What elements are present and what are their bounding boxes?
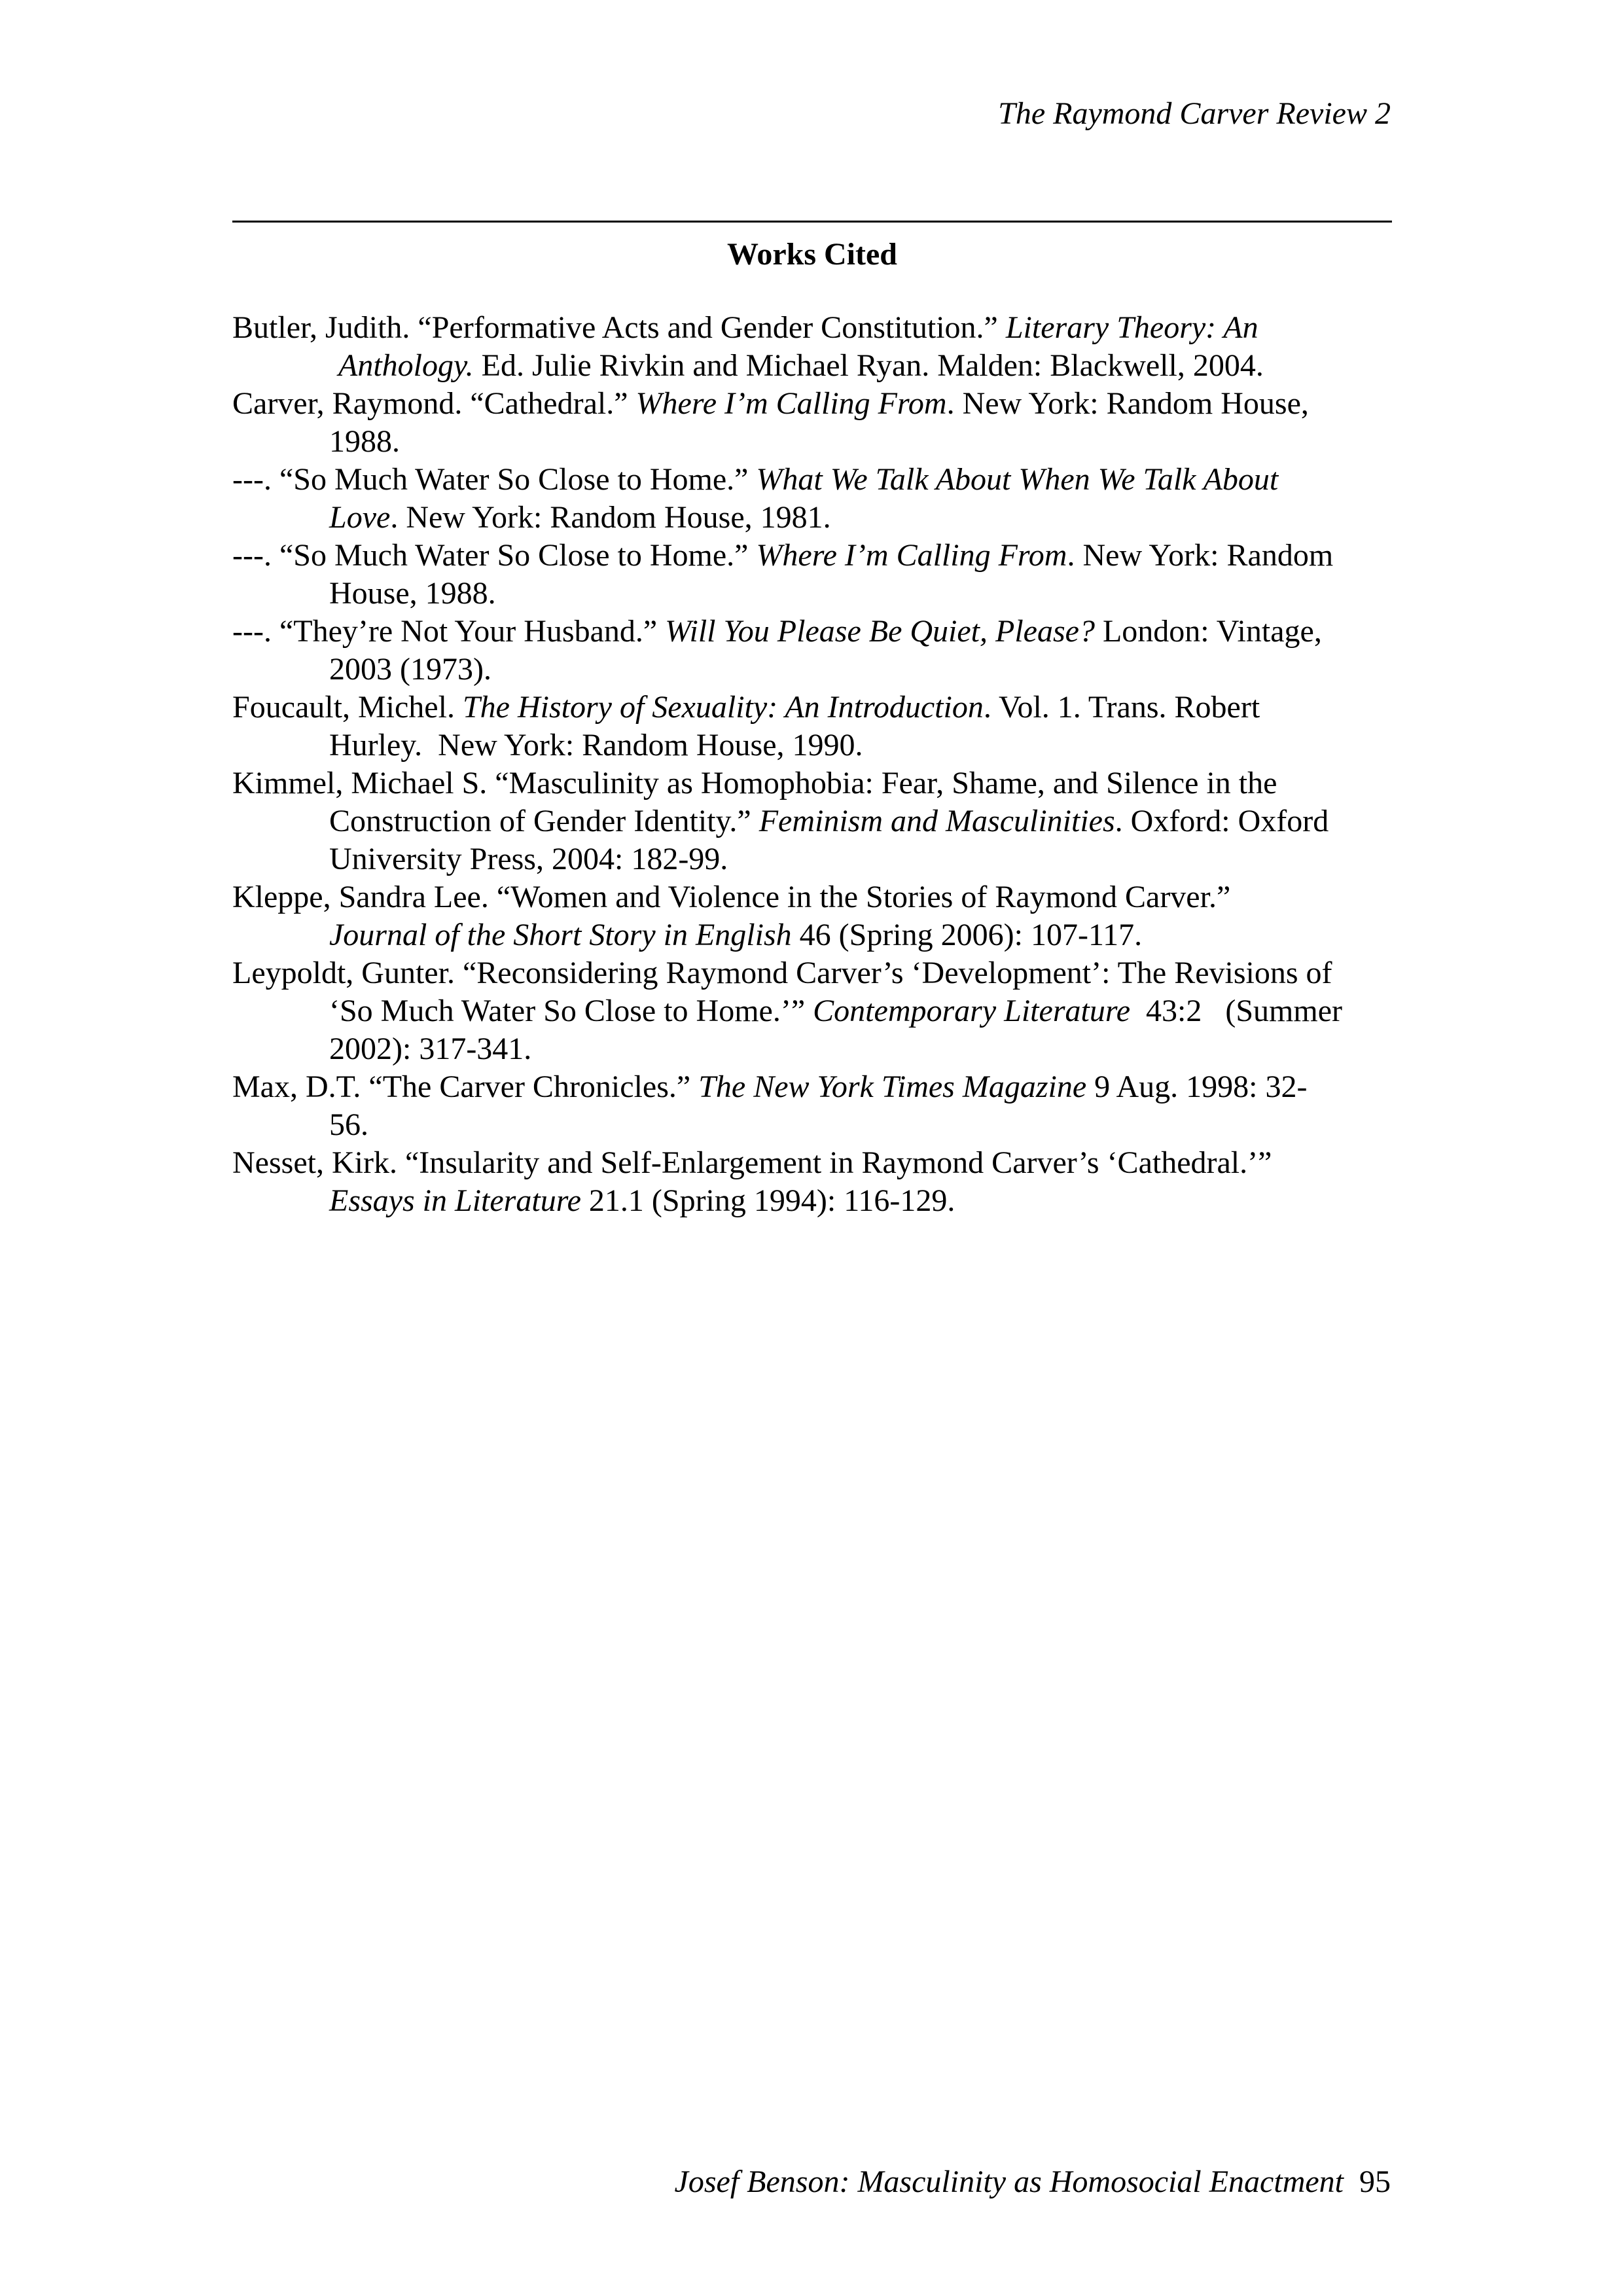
citation-text: . Oxford: Oxford xyxy=(1115,804,1329,838)
citation-title: The New York Times Magazine xyxy=(698,1069,1087,1104)
citation-line xyxy=(232,764,1397,802)
citation-text: . New York: Random xyxy=(1067,538,1334,573)
citation-line xyxy=(232,385,1397,423)
citation-line xyxy=(232,1182,1397,1220)
citation-title: Will You Please Be Quiet, Please? xyxy=(665,614,1095,649)
citation-butler xyxy=(232,309,1397,385)
citation-line xyxy=(232,992,1397,1030)
citation-text: Carver, Raymond. “Cathedral.” xyxy=(232,386,636,421)
citation-text: . New York: Random House, xyxy=(946,386,1309,421)
citation-text: 21.1 (Spring 1994): 116-129. xyxy=(580,1183,955,1218)
citation-line xyxy=(232,689,1397,726)
citation-line xyxy=(232,840,1397,878)
citation-line xyxy=(232,1068,1397,1106)
citation-line xyxy=(232,461,1397,499)
citation-text: Kimmel, Michael S. “Masculinity as Homophobia: Fear, Shame, and Silence in the xyxy=(232,766,1277,800)
footer-article-title: Josef Benson: Masculinity as Homosocial Enactment xyxy=(674,2164,1344,2199)
citation-text: 2003 (1973). xyxy=(329,652,491,687)
citation-line xyxy=(232,1106,1397,1144)
citation-line xyxy=(232,726,1397,764)
citation-text: Construction of Gender Identity.” xyxy=(329,804,759,838)
citation-title: Journal of the Short Story in English xyxy=(329,918,792,952)
citation-so-much-water-1981 xyxy=(232,461,1397,537)
citation-title: The History of Sexuality: An Introduction xyxy=(462,690,984,725)
citation-text: 2002): 317-341. xyxy=(329,1031,532,1066)
citation-line xyxy=(232,1144,1397,1182)
citation-text: 56. xyxy=(329,1107,368,1142)
citation-text: . New York: Random House, 1981. xyxy=(390,500,831,535)
citation-not-your-husband xyxy=(232,613,1397,689)
citation-text: House, 1988. xyxy=(329,576,496,611)
citation-text: Leypoldt, Gunter. “Reconsidering Raymond Carver’s ‘Development’: The Revisions of xyxy=(232,956,1332,990)
citation-nesset xyxy=(232,1144,1397,1220)
citation-text: 46 (Spring 2006): 107-117. xyxy=(791,918,1143,952)
citation-text: ‘So Much Water So Close to Home.’” xyxy=(329,994,813,1028)
citation-title: Anthology. xyxy=(338,348,474,383)
citation-title: Contemporary Literature xyxy=(813,994,1131,1028)
citation-kimmel xyxy=(232,764,1397,878)
citation-line xyxy=(232,613,1397,651)
citation-so-much-water-1988 xyxy=(232,537,1397,613)
page-footer xyxy=(675,2163,1391,2201)
citation-line xyxy=(232,878,1397,916)
citation-carver-cathedral xyxy=(232,385,1397,461)
citation-title: Love xyxy=(329,500,391,535)
citation-title: What We Talk About When We Talk About xyxy=(756,462,1279,497)
citation-line xyxy=(232,916,1397,954)
citation-title: Where I’m Calling From xyxy=(756,538,1067,573)
citation-line xyxy=(232,1030,1397,1068)
citation-text: ---. “So Much Water So Close to Home.” xyxy=(232,538,757,573)
citation-line xyxy=(232,537,1397,575)
citation-text: . Vol. 1. Trans. Robert xyxy=(983,690,1260,725)
citation-text: London: Vintage, xyxy=(1094,614,1322,649)
citation-foucault xyxy=(232,689,1397,764)
header-divider xyxy=(232,221,1392,223)
citation-title: Where I’m Calling From xyxy=(635,386,947,421)
citation-text: Butler, Judith. “Performative Acts and Gender Constitution.” xyxy=(232,310,1006,345)
citation-line xyxy=(232,575,1397,613)
citation-line xyxy=(232,651,1397,689)
citation-text: ---. “They’re Not Your Husband.” xyxy=(232,614,666,649)
citation-text: Foucault, Michel. xyxy=(232,690,463,725)
citation-text: Kleppe, Sandra Lee. “Women and Violence in the Stories of Raymond Carver.” xyxy=(232,880,1231,914)
works-cited-list xyxy=(232,309,1397,1220)
citation-line xyxy=(232,802,1397,840)
citation-leypoldt xyxy=(232,954,1397,1068)
citation-text: Ed. Julie Rivkin and Michael Ryan. Malden: Blackwell, 2004. xyxy=(473,348,1264,383)
citation-title: Feminism and Masculinities xyxy=(758,804,1115,838)
citation-text: Hurley. New York: Random House, 1990. xyxy=(329,728,863,762)
citation-line xyxy=(232,347,1397,385)
citation-text: Max, D.T. “The Carver Chronicles.” xyxy=(232,1069,699,1104)
citation-line xyxy=(232,954,1397,992)
running-header: The Raymond Carver Review 2 xyxy=(998,96,1391,131)
page-number: 95 xyxy=(1359,2164,1391,2199)
citation-line xyxy=(232,499,1397,537)
citation-kleppe xyxy=(232,878,1397,954)
section-title: Works Cited xyxy=(726,237,897,272)
citation-text: Nesset, Kirk. “Insularity and Self-Enlargement in Raymond Carver’s ‘Cathedral.’” xyxy=(232,1145,1272,1180)
citation-title: Essays in Literature xyxy=(329,1183,581,1218)
citation-text: 1988. xyxy=(329,424,400,459)
citation-text: 9 Aug. 1998: 32- xyxy=(1086,1069,1308,1104)
citation-text: University Press, 2004: 182-99. xyxy=(329,842,728,876)
citation-title: Literary Theory: An xyxy=(1005,310,1258,345)
citation-text: 43:2 (Summer xyxy=(1130,994,1343,1028)
citation-line xyxy=(232,309,1397,347)
citation-text: ---. “So Much Water So Close to Home.” xyxy=(232,462,757,497)
citation-max xyxy=(232,1068,1397,1144)
citation-line xyxy=(232,423,1397,461)
